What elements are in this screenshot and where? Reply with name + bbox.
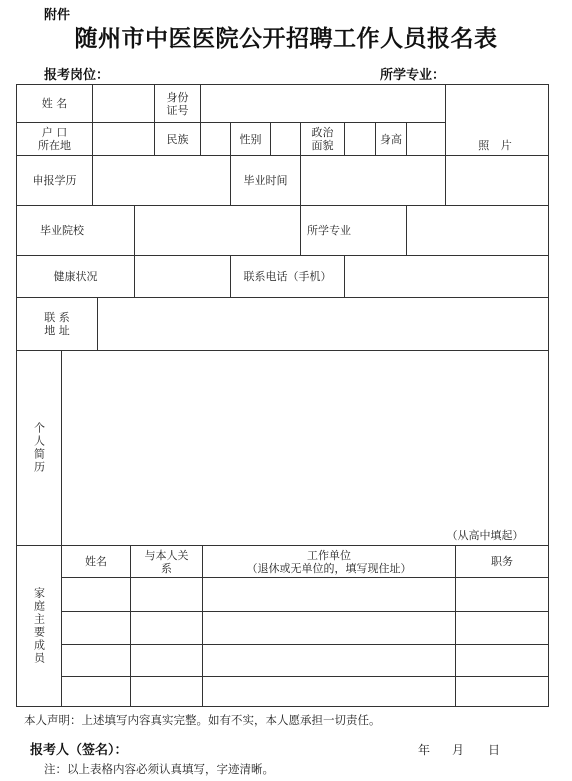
address-input[interactable] — [98, 298, 548, 350]
label-resume: 个人简历 — [32, 422, 46, 474]
id-card-input[interactable] — [201, 85, 445, 122]
label-health: 健康状况 — [53, 270, 98, 283]
label-education: 申报学历 — [32, 174, 77, 187]
label-ethnicity: 民族 — [166, 132, 189, 146]
label-family-name: 姓名 — [85, 555, 107, 568]
signature-input[interactable] — [140, 738, 360, 756]
date-month: 月 — [452, 743, 465, 757]
position-label: 报考岗位： — [44, 68, 110, 83]
resume-input[interactable] — [62, 351, 548, 526]
label-id-card: 身份证号 — [166, 90, 189, 117]
signer-label: 报考人（签名）： — [30, 743, 128, 758]
height-input[interactable] — [407, 123, 445, 155]
label-family-relation: 与本人关系 — [144, 548, 189, 575]
phone-input[interactable] — [345, 256, 548, 297]
label-phone: 联系电话（手机） — [243, 270, 332, 283]
ethnicity-input[interactable] — [201, 123, 230, 155]
label-political: 政治面貌 — [311, 126, 334, 152]
footer-note: 注：以上表格内容必须认真填写，字迹清晰。 — [44, 762, 274, 776]
label-family: 家庭主要成员 — [32, 587, 46, 665]
school-input[interactable] — [135, 206, 300, 255]
political-input[interactable] — [345, 123, 375, 155]
annex-label: 附件 — [44, 8, 71, 23]
label-family-work: 工作单位 （退休或无单位的，填写现住址） — [246, 548, 412, 575]
label-address: 联 系 地 址 — [44, 311, 70, 337]
label-height: 身高 — [380, 132, 402, 146]
hukou-input[interactable] — [93, 123, 154, 155]
health-input[interactable] — [135, 256, 230, 297]
photo-box: 照 片 — [478, 138, 516, 152]
date-day: 日 — [488, 743, 501, 757]
label-major: 所学专业 — [307, 224, 351, 237]
label-name: 姓 名 — [41, 97, 68, 110]
grad-time-input[interactable] — [301, 156, 445, 205]
name-input[interactable] — [93, 85, 154, 122]
education-input[interactable] — [93, 156, 230, 205]
major-label: 所学专业： — [380, 68, 446, 83]
label-grad-time: 毕业时间 — [243, 174, 288, 187]
label-gender: 性别 — [239, 132, 262, 146]
label-school: 毕业院校 — [40, 224, 84, 237]
resume-hint: （从高中填起） — [446, 528, 524, 542]
label-family-duty: 职务 — [491, 555, 513, 568]
label-hukou: 户 口 所在地 — [38, 126, 71, 152]
date-year: 年 — [418, 743, 431, 757]
declaration: 本人声明：上述填写内容真实完整。如有不实，本人愿承担一切责任。 — [24, 713, 381, 727]
major-input[interactable] — [407, 206, 548, 255]
form-title: 随州市中医医院公开招聘工作人员报名表 — [74, 25, 498, 52]
gender-input[interactable] — [271, 123, 300, 155]
